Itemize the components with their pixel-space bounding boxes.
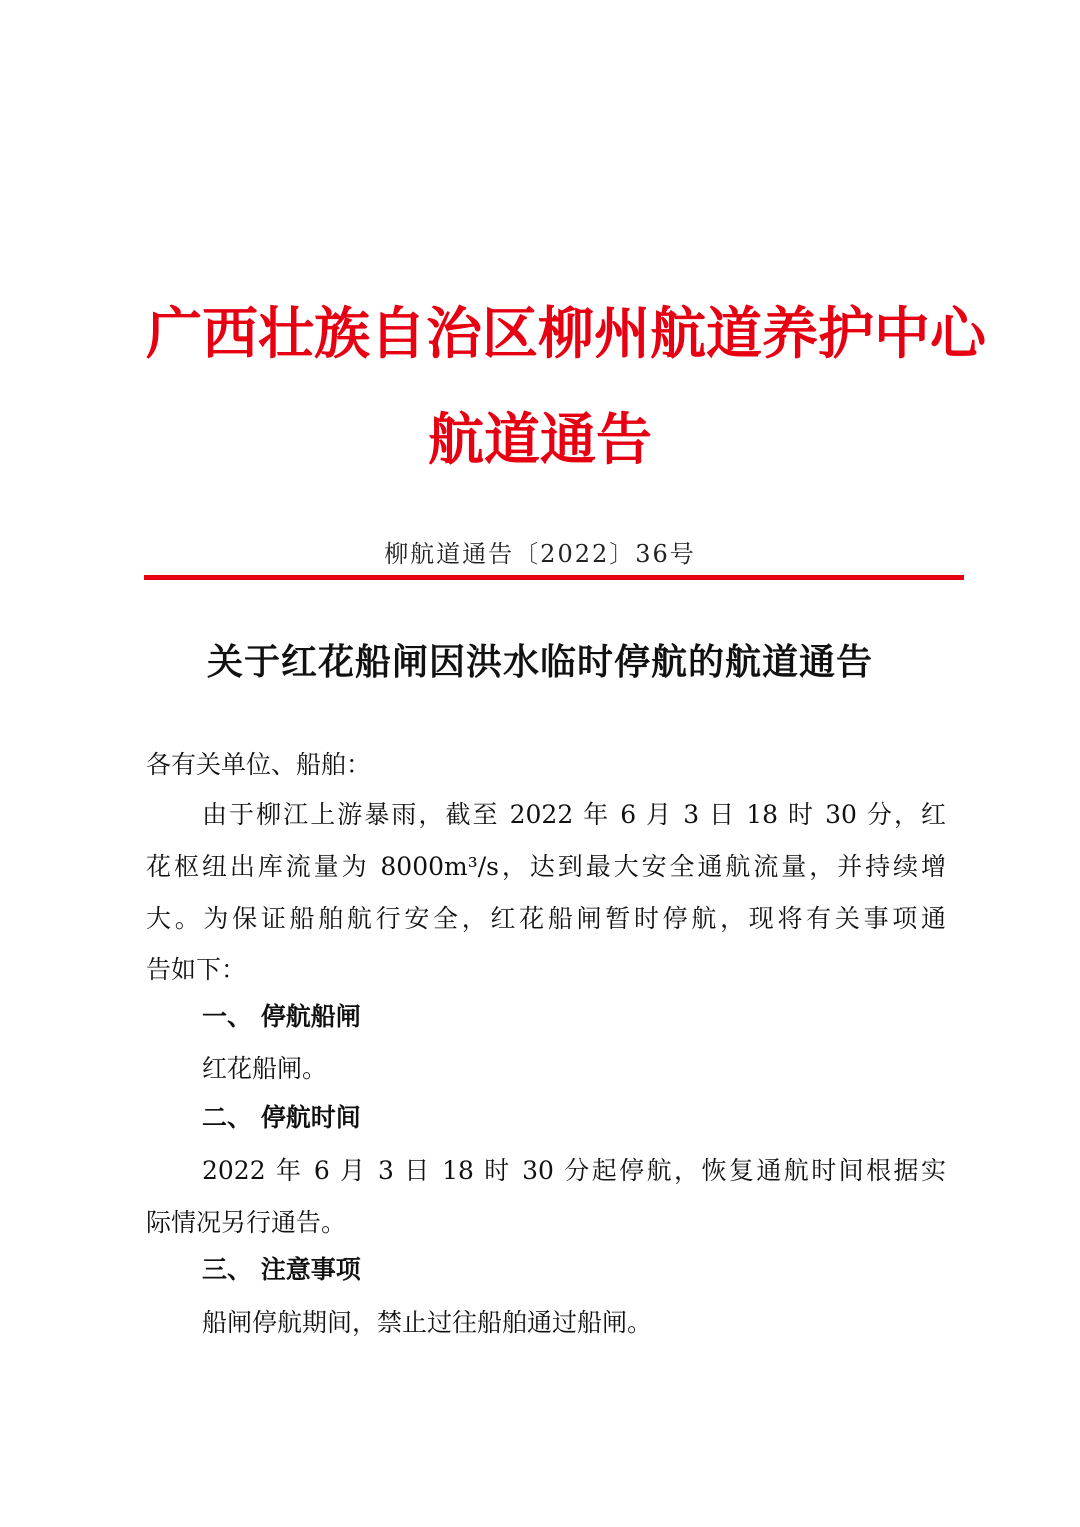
notice-title: 关于红花船闸因洪水临时停航的航道通告 [206,641,873,683]
section-text: 红花船闸。 [202,1054,328,1083]
intro-line: 大。为保证船舶航行安全，红花船闸暂时停航，现将有关事项通 [146,904,946,933]
section-heading-2: 二、 停航时间 [202,1103,361,1132]
section-text: 船闸停航期间，禁止过往船舶通过船闸。 [202,1308,653,1337]
section-text: 2022 年 6 月 3 日 18 时 30 分起停航，恢复通航时间根据实 [202,1156,946,1185]
document-number: 柳航道通告〔2022〕36号 [384,540,696,568]
salutation: 各有关单位、船舶： [146,750,372,779]
notice-body [146,0,986,1527]
section-text: 际情况另行通告。 [146,1208,347,1237]
intro-line: 由于柳江上游暴雨，截至 2022 年 6 月 3 日 18 时 30 分，红 [202,800,946,829]
intro-line: 告如下： [146,955,247,984]
doc-type-header: 航道通告 [428,407,652,473]
org-name-header: 广西壮族自治区柳州航道养护中心 [146,301,986,367]
intro-line: 花枢纽出库流量为 8000m³/s，达到最大安全通航流量，并持续增 [146,852,946,881]
section-heading-3: 三、 注意事项 [202,1255,361,1284]
section-heading-1: 一、 停航船闸 [202,1002,361,1031]
